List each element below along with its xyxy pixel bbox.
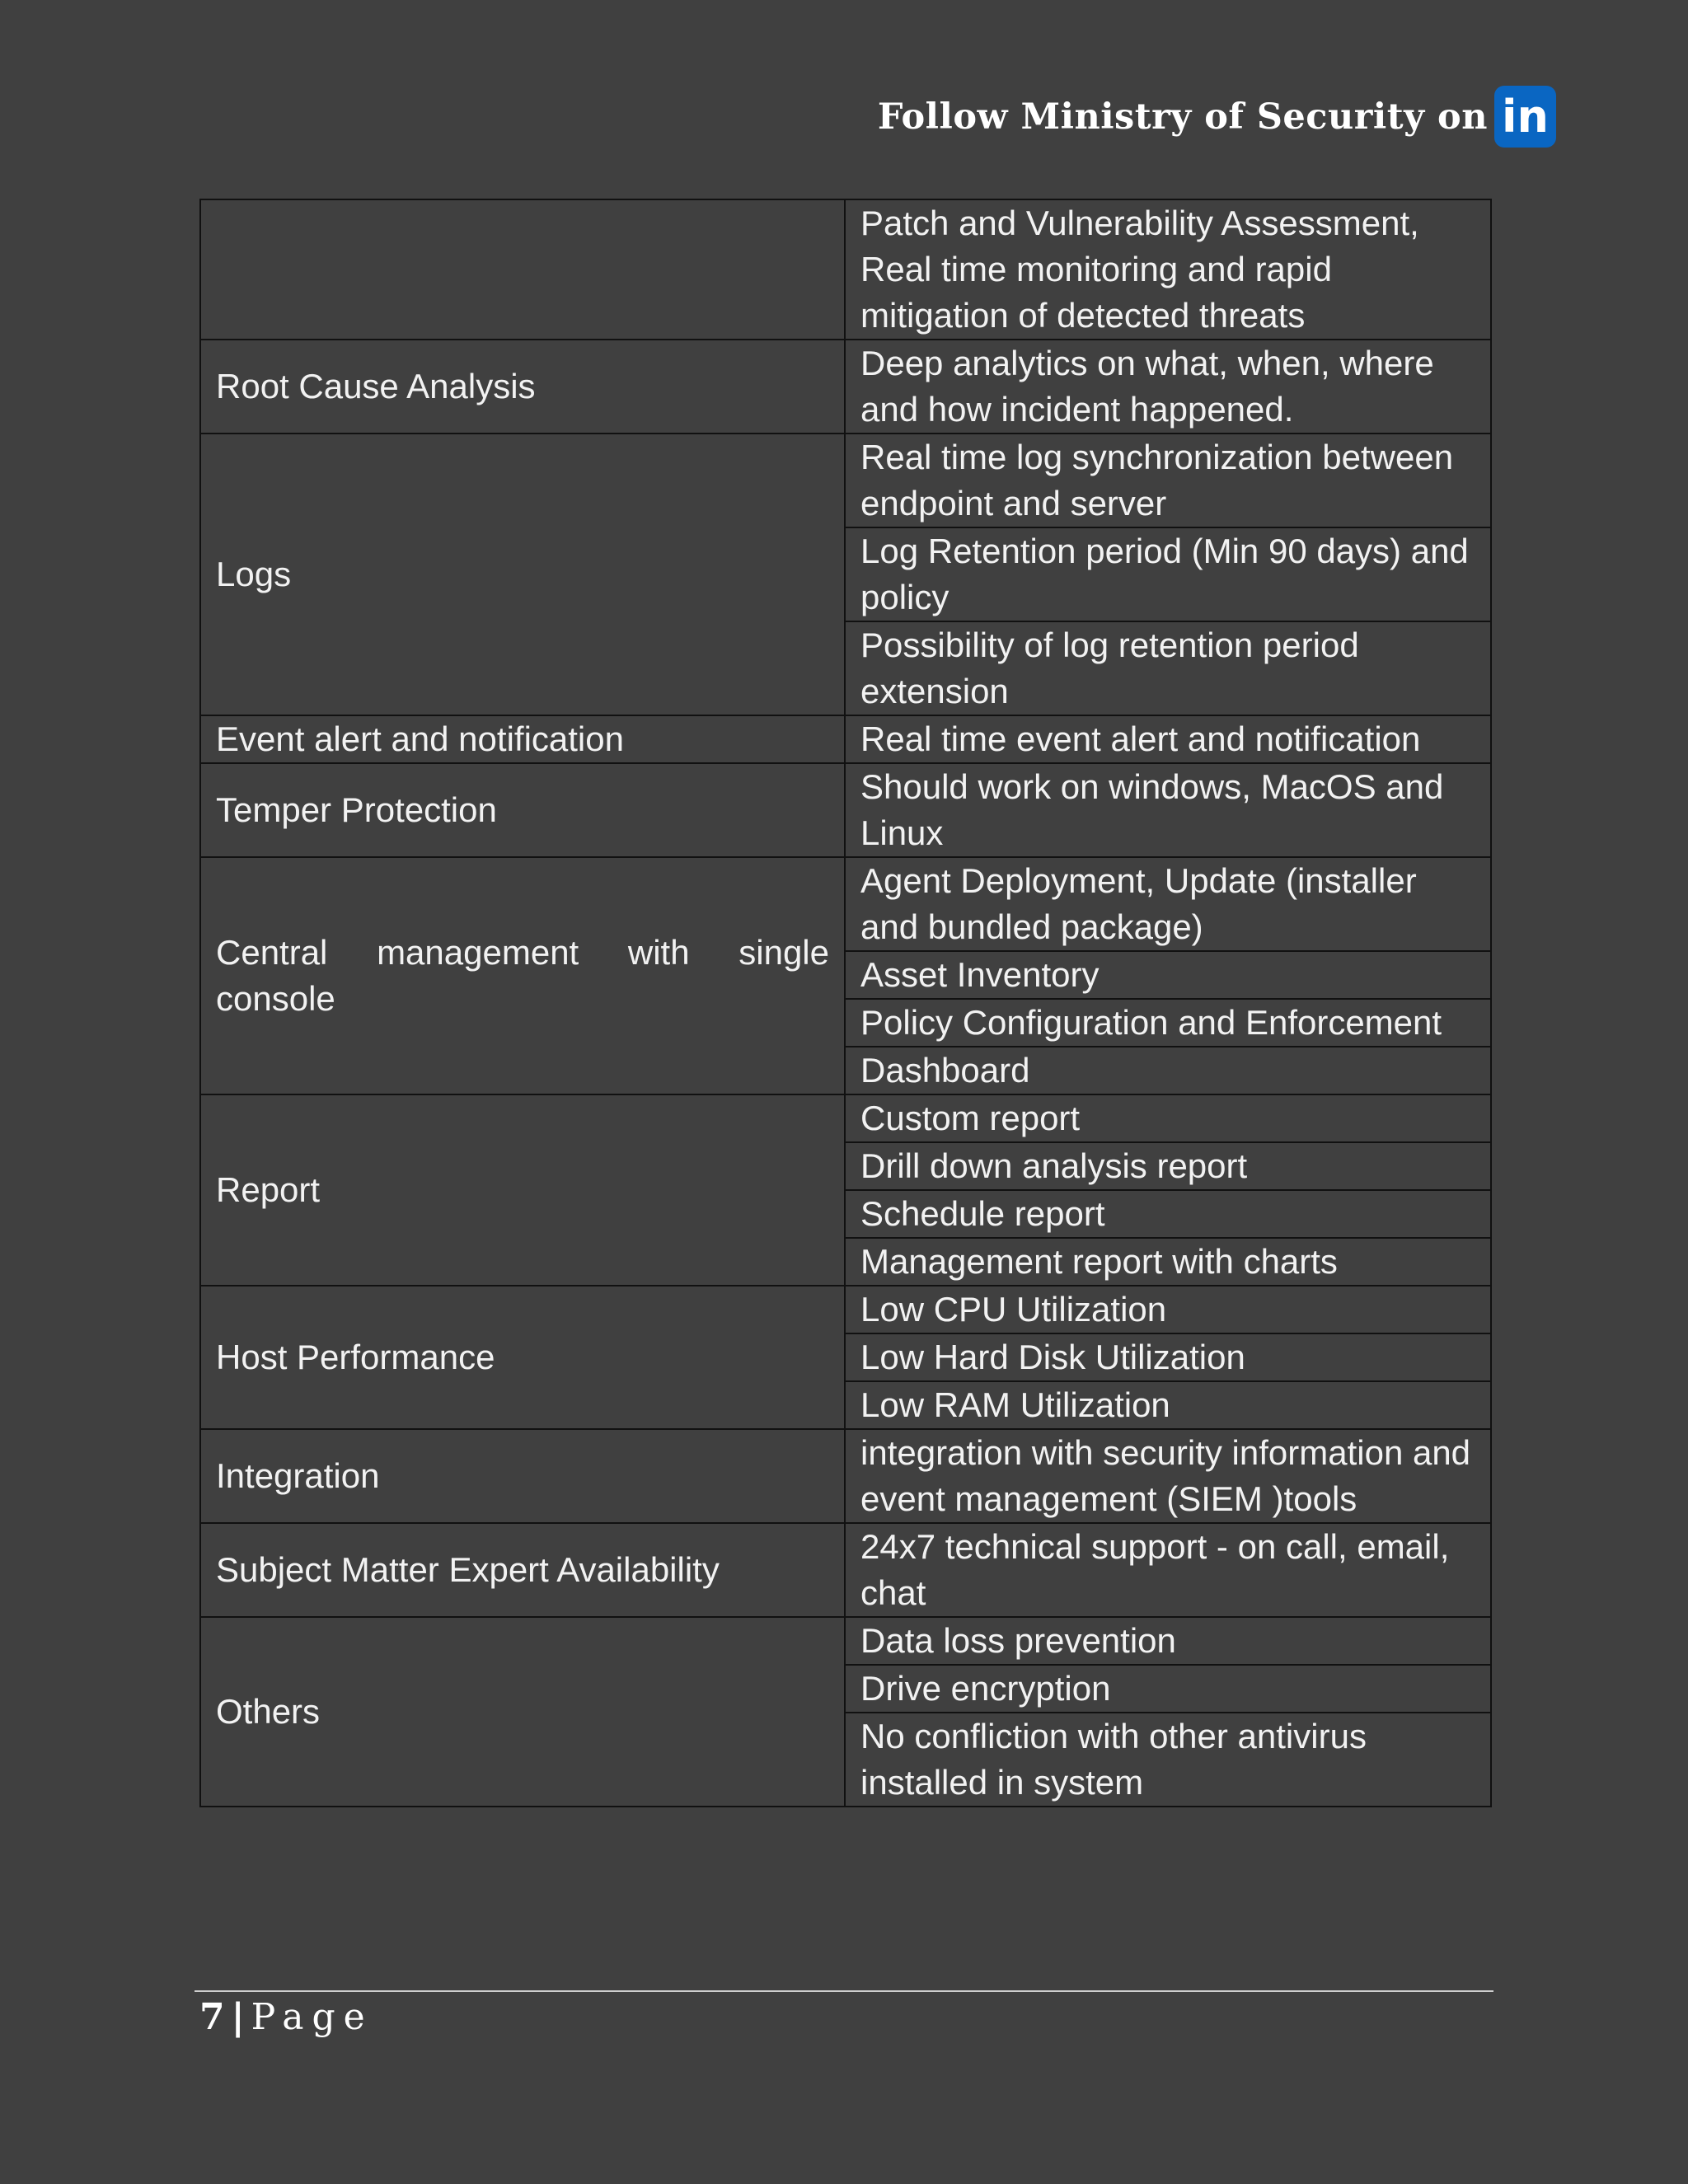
feature-cell: Central management with single console [200, 857, 845, 1094]
page-footer [199, 1996, 373, 2038]
spec-cell: Drill down analysis report [845, 1142, 1491, 1190]
requirements-table [199, 199, 1492, 1807]
feature-cell: Others [200, 1617, 845, 1807]
spec-cell: Drive encryption [845, 1665, 1491, 1713]
table-row [200, 1523, 1491, 1617]
table-row [200, 1617, 1491, 1665]
spec-cell: 24x7 technical support - on call, email, chat [845, 1523, 1491, 1617]
spec-cell: Data loss prevention [845, 1617, 1491, 1665]
spec-cell: Dashboard [845, 1047, 1491, 1094]
feature-cell: Event alert and notification [200, 715, 845, 763]
spec-cell: Policy Configuration and Enforcement [845, 999, 1491, 1047]
spec-cell: No confliction with other antivirus installed in system [845, 1713, 1491, 1807]
spec-cell: Deep analytics on what, when, where and how incident happened. [845, 340, 1491, 434]
table-row [200, 857, 1491, 951]
spec-cell: Possibility of log retention period extension [845, 621, 1491, 715]
feature-cell: Host Performance [200, 1286, 845, 1429]
spec-cell: Real time log synchronization between endpoint and server [845, 434, 1491, 527]
spec-cell: Patch and Vulnerability Assessment, Real time monitoring and rapid mitigation of detected threats [845, 199, 1491, 340]
spec-cell: Custom report [845, 1094, 1491, 1142]
table-row [200, 199, 1491, 340]
spec-cell: Schedule report [845, 1190, 1491, 1238]
table-body [200, 199, 1491, 1807]
table-row [200, 715, 1491, 763]
table-row [200, 1429, 1491, 1523]
table-row [200, 434, 1491, 527]
page-number: 7 [199, 1996, 225, 2038]
page-label: Page [251, 1996, 373, 2038]
feature-cell: Logs [200, 434, 845, 715]
feature-cell [200, 199, 845, 340]
spec-cell: Asset Inventory [845, 951, 1491, 999]
feature-cell: Report [200, 1094, 845, 1286]
spec-cell: Low Hard Disk Utilization [845, 1333, 1491, 1381]
footer-divider [195, 1990, 1493, 1992]
spec-cell: Low CPU Utilization [845, 1286, 1491, 1333]
spec-cell: Management report with charts [845, 1238, 1491, 1286]
feature-cell: Subject Matter Expert Availability [200, 1523, 845, 1617]
table-row [200, 340, 1491, 434]
table-row [200, 1094, 1491, 1142]
linkedin-icon[interactable]: in [1494, 86, 1556, 148]
feature-cell: Root Cause Analysis [200, 340, 845, 434]
header-text: Follow Ministry of Security on [877, 96, 1488, 138]
feature-cell: Integration [200, 1429, 845, 1523]
table-row [200, 763, 1491, 857]
feature-cell: Temper Protection [200, 763, 845, 857]
spec-cell: Log Retention period (Min 90 days) and policy [845, 527, 1491, 621]
spec-cell: Low RAM Utilization [845, 1381, 1491, 1429]
spec-cell: integration with security information and event management (SIEM )tools [845, 1429, 1491, 1523]
page-header [878, 86, 1556, 148]
page-separator: | [231, 1996, 245, 2038]
spec-cell: Agent Deployment, Update (installer and bundled package) [845, 857, 1491, 951]
table-row [200, 1286, 1491, 1333]
spec-cell: Real time event alert and notification [845, 715, 1491, 763]
spec-cell: Should work on windows, MacOS and Linux [845, 763, 1491, 857]
